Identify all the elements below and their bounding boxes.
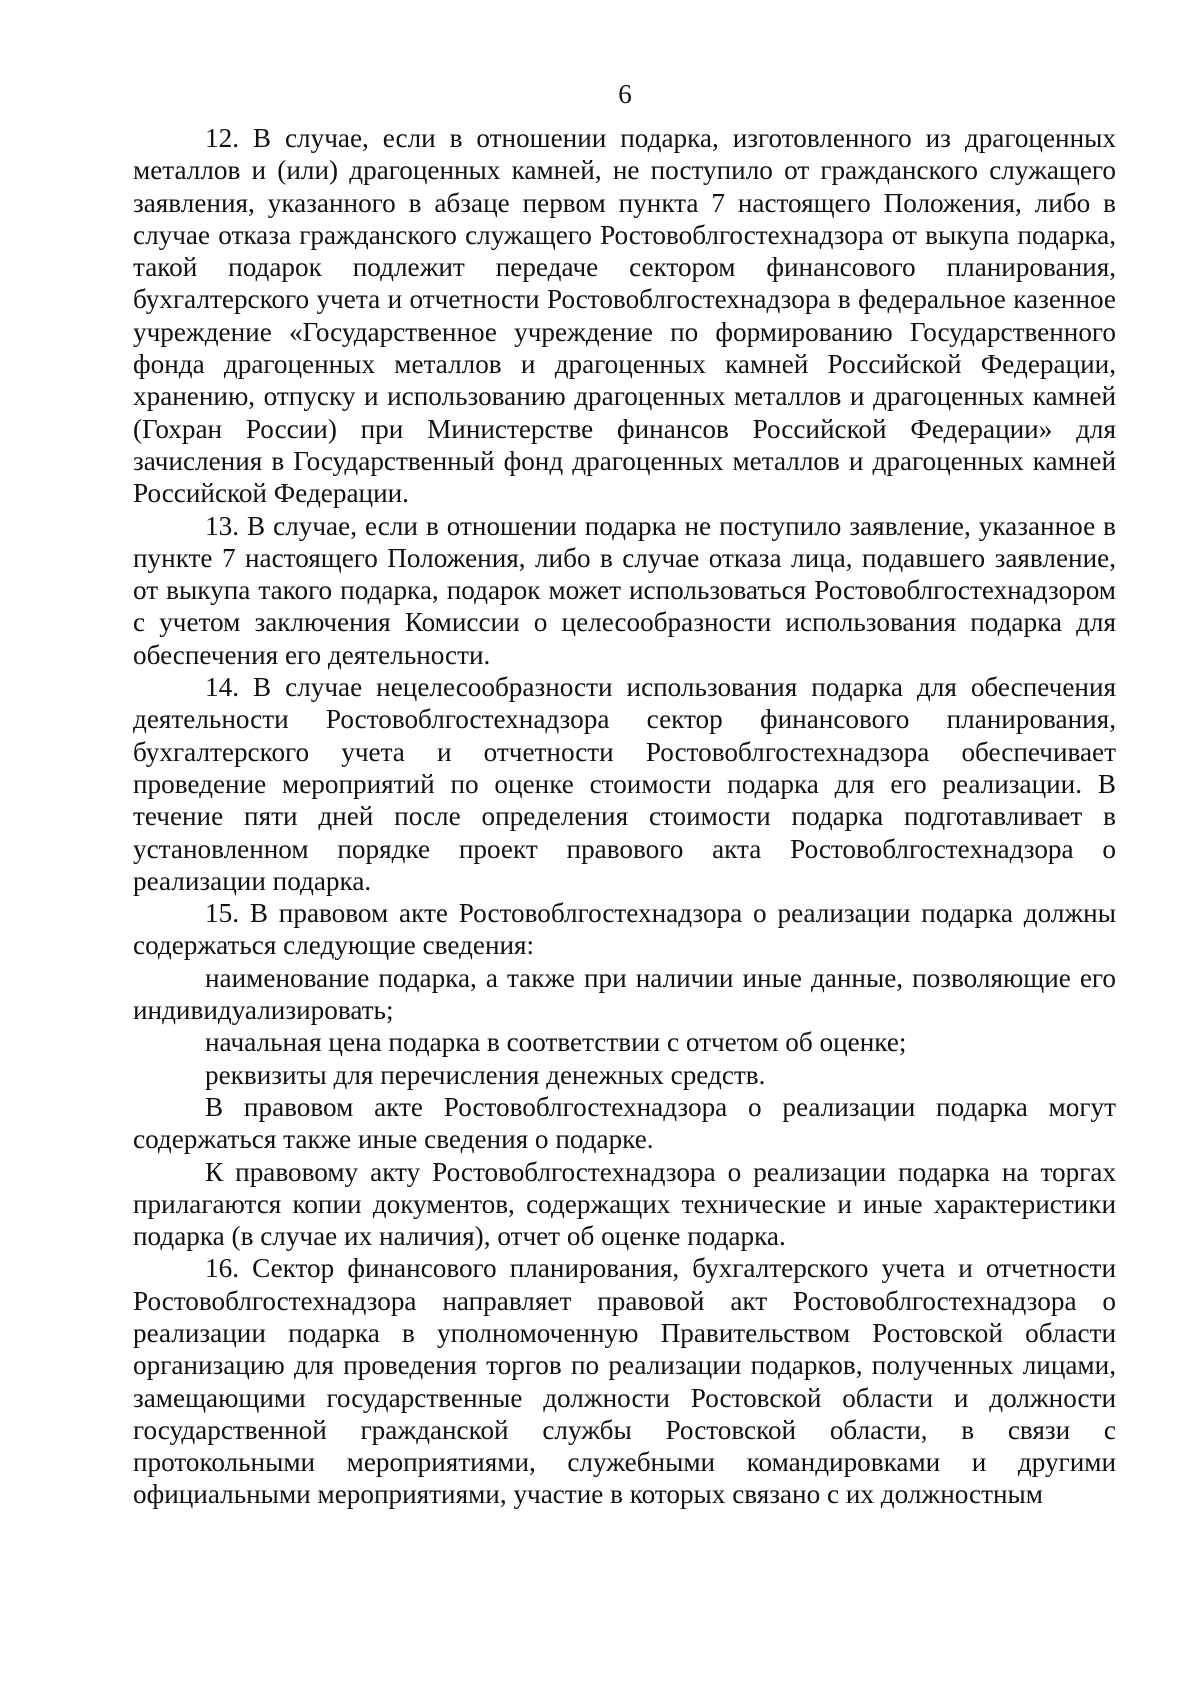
list-item-name: наименование подарка, а также при наличии иные данные, позволяющие его индивидуализировать; (133, 962, 1116, 1026)
paragraph-16: 16. Сектор финансового планирования, бухгалтерского учета и отчетности Ростовоблгостехнадзора направляет правовой акт Ростовоблгостехнадзора о реализации подарка в уполномоченную Правительством Ростовской области организацию для проведения торгов по реализации подарков, полученных лицами, замещающими государственные должности Ростовской области и должности государственной гражданской службы Ростовской области, в связи с протокольными мероприятиями, служебными командировками и другими официальными мероприятиями, участие в которых связано с их должностным (133, 1253, 1116, 1510)
document-body (133, 122, 1116, 1511)
list-item-requisites: реквизиты для перечисления денежных средств. (205, 1059, 766, 1090)
page-number: 6 (618, 79, 632, 109)
paragraph-14: 14. В случае нецелесообразности использования подарка для обеспечения деятельности Ростовоблгостехнадзора сектор финансового планирования, бухгалтерского учета и отчетности Ростовоблгостехнадзора обеспечивает проведение мероприятий по оценке стоимости подарка для его реализации. В течение пяти дней после определения стоимости подарка подготавливает в установленном порядке проект правового акта Ростовоблгостехнадзора о реализации подарка. (133, 672, 1116, 896)
paragraph-other-info: В правовом акте Ростовоблгостехнадзора о реализации подарка могут содержаться также иные сведения о подарке. (133, 1091, 1116, 1155)
paragraph-attachments: К правовому акту Ростовоблгостехнадзора о реализации подарка на торгах прилагаются копии документов, содержащих технические и иные характеристики подарка (в случае их наличия), отчет об оценке подарка. (133, 1156, 1116, 1252)
paragraph-12: 12. В случае, если в отношении подарка, изготовленного из драгоценных металлов и (или) драгоценных камней, не поступило от гражданского служащего заявления, указанного в абзаце первом пункта 7 настоящего Положения, либо в случае отказа гражданского служащего Ростовоблгостехнадзора от выкупа подарка, такой подарок подлежит передаче сектором финансового планирования, бухгалтерского учета и отчетности Ростовоблгостехнадзора в федеральное казенное учреждение «Государственное учреждение по формированию Государственного фонда драгоценных металлов и драгоценных камней Российской Федерации, хранению, отпуску и использованию драгоценных металлов и драгоценных камней (Гохран России) при Министерстве финансов Российской Федерации» для зачисления в Государственный фонд драгоценных металлов и драгоценных камней Российской Федерации. (133, 123, 1116, 509)
paragraph-13: 13. В случае, если в отношении подарка не поступило заявление, указанное в пункте 7 настоящего Положения, либо в случае отказа лица, подавшего заявление, от выкупа такого подарка, подарок может использоваться Ростовоблгостехнадзором с учетом заключения Комиссии о целесообразности использования подарка для обеспечения его деятельности. (133, 510, 1116, 670)
list-item-price: начальная цена подарка в соответствии с отчетом об оценке; (205, 1027, 907, 1058)
paragraph-15: 15. В правовом акте Ростовоблгостехнадзора о реализации подарка должны содержаться следующие сведения: (133, 898, 1116, 961)
